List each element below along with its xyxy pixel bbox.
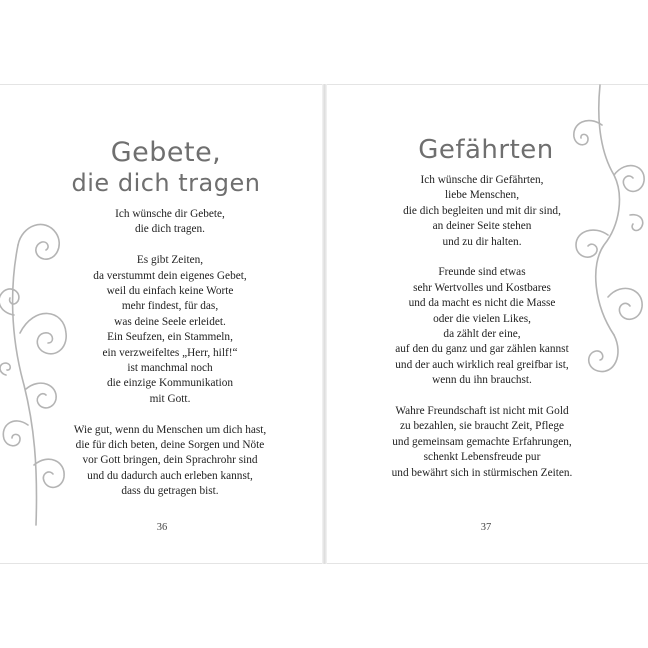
poem-line: was deine Seele erleidet. — [114, 315, 226, 328]
poem-line: an deiner Seite stehen — [432, 220, 532, 233]
poem-line: oder die vielen Likes, — [433, 312, 531, 325]
left-stanza-3 — [8, 423, 332, 500]
book-gutter — [322, 84, 327, 564]
right-page-title: Gefährten — [418, 135, 554, 165]
poem-line: schenkt Lebensfreude pur — [423, 451, 541, 464]
poem-line: Ein Seufzen, ein Stammeln, — [107, 331, 233, 344]
right-page-number: 37 — [480, 522, 492, 533]
poem-line: und der auch wirklich real greifbar ist, — [395, 358, 569, 371]
poem-line: zu bezahlen, sie braucht Zeit, Pflege — [399, 420, 565, 433]
left-stanza-1 — [8, 207, 332, 238]
right-poem — [320, 173, 644, 496]
right-stanza-1 — [320, 173, 644, 250]
poem-line: auf den du ganz und gar zählen kannst — [395, 343, 569, 356]
left-page-number: 36 — [156, 522, 168, 533]
poem-line: und zu dir halten. — [442, 235, 522, 248]
poem-line: und du dadurch auch erleben kannst, — [87, 469, 253, 482]
poem-line: dass du getragen bist. — [121, 485, 219, 498]
left-stanza-2 — [8, 253, 332, 407]
poem-line: und da macht es nicht die Masse — [408, 297, 556, 310]
poem-line: sehr Wertvolles und Kostbares — [413, 281, 551, 294]
right-stanza-3 — [320, 404, 644, 481]
poem-line: mehr findest, für das, — [121, 300, 219, 313]
poem-line: die dich begleiten und mit dir sind, — [403, 204, 561, 217]
poem-line: weil du einfach keine Worte — [106, 285, 234, 298]
poem-line: und bewährt sich in stürmischen Zeiten. — [391, 466, 573, 479]
left-poem — [8, 207, 332, 515]
poem-line: wenn du ihn brauchst. — [432, 374, 532, 387]
poem-line: da verstummt dein eigenes Gebet, — [93, 269, 247, 282]
poem-line: Freunde sind etwas — [438, 266, 526, 279]
left-page — [0, 84, 324, 564]
left-page-title-line1: Gebete, — [110, 137, 222, 168]
poem-line: ist manchmal noch — [127, 362, 213, 375]
poem-line: die für dich beten, deine Sorgen und Nöte — [75, 439, 265, 452]
poem-line: Wie gut, wenn du Menschen um dich hast, — [73, 423, 267, 436]
poem-line: Ich wünsche dir Gefährten, — [420, 174, 544, 186]
poem-line: liebe Menschen, — [444, 189, 520, 202]
poem-line: da zählt der eine, — [443, 328, 521, 341]
poem-line: die dich tragen. — [135, 223, 205, 236]
poem-line: Wahre Freundschaft ist nicht mit Gold — [395, 405, 569, 418]
poem-line: und gemeinsam gemachte Erfahrungen, — [392, 435, 572, 448]
poem-line: ein verzweifeltes „Herr, hilf!“ — [102, 346, 238, 359]
poem-line: die einzige Kommunikation — [106, 377, 234, 390]
poem-line: Es gibt Zeiten, — [136, 254, 204, 267]
poem-line: vor Gott bringen, dein Sprachrohr sind — [82, 454, 258, 467]
poem-line: mit Gott. — [149, 392, 191, 405]
left-page-title-line2: die dich tragen — [71, 169, 261, 197]
right-page — [324, 84, 648, 564]
right-stanza-2 — [320, 265, 644, 388]
poem-line: Ich wünsche dir Gebete, — [115, 208, 225, 220]
book-spread — [0, 84, 648, 564]
